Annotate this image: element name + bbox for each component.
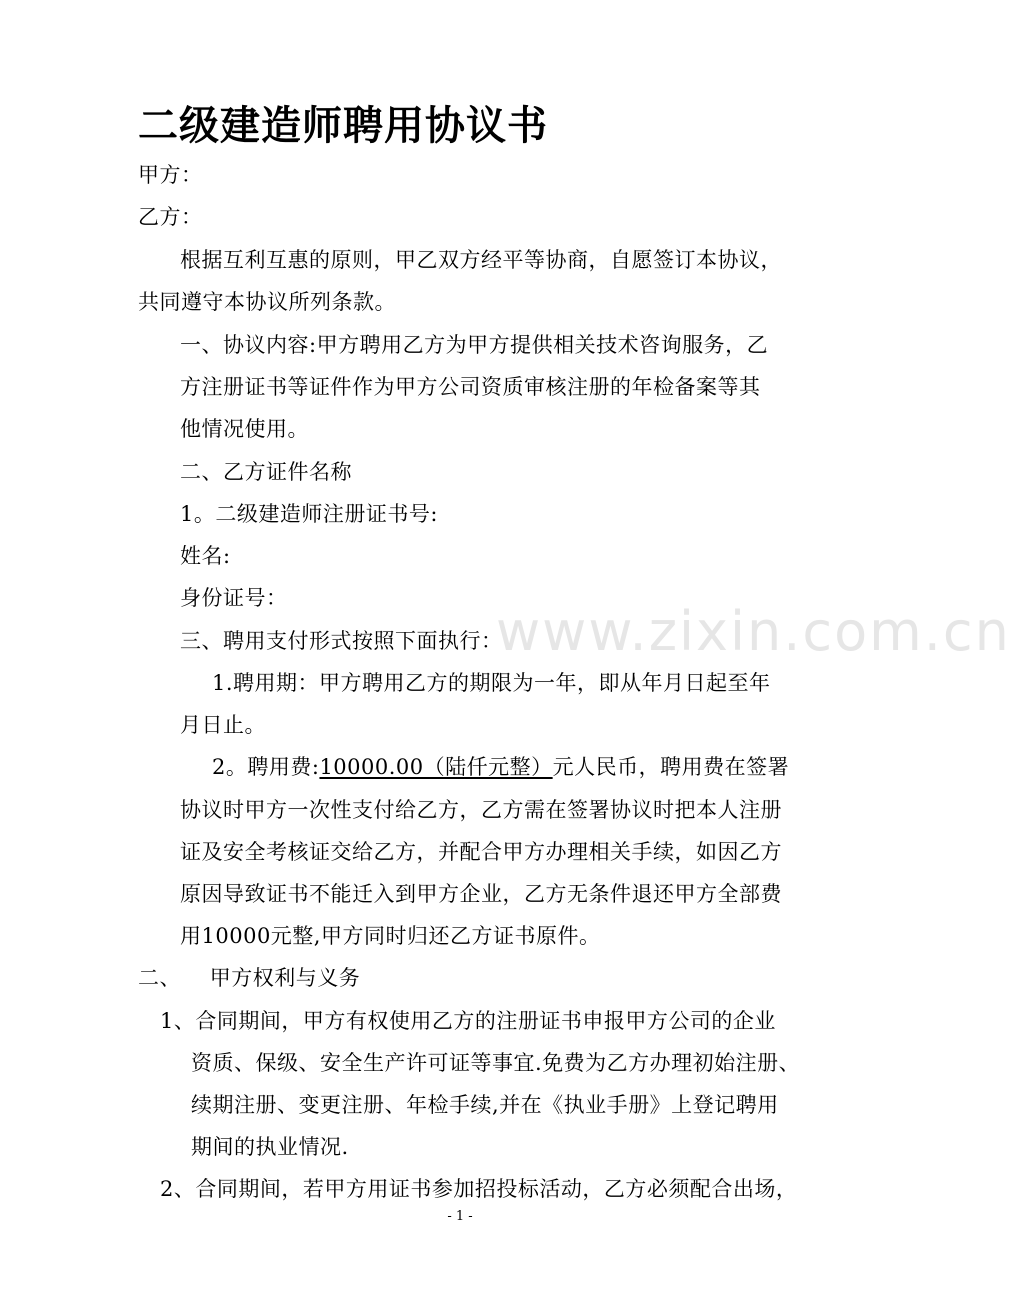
clause-1-line-2: 方注册证书等证件作为甲方公司资质审核注册的年检备案等其 xyxy=(180,375,761,399)
certificate-number-label: 1。二级建造师注册证书号: xyxy=(180,502,438,526)
rights-item-1-line-2: 资质、保级、安全生产许可证等事宜.免费为乙方办理初始注册、 xyxy=(191,1051,801,1075)
rights-item-1-line-1: 1、合同期间，甲方有权使用乙方的注册证书申报甲方公司的企业 xyxy=(160,1009,776,1033)
fee-line-3: 证及安全考核证交给乙方，并配合甲方办理相关手续，如因乙方 xyxy=(180,840,782,864)
rights-item-2-line-1: 2、合同期间，若甲方用证书参加招投标活动，乙方必须配合出场， xyxy=(160,1177,798,1201)
clause-1-line-1: 一、协议内容:甲方聘用乙方为甲方提供相关技术咨询服务，乙 xyxy=(180,333,769,357)
name-label: 姓名: xyxy=(180,544,231,568)
term-line-1: 1.聘用期：甲方聘用乙方的期限为一年，即从年月日起至年 xyxy=(212,671,771,695)
clause-1-line-3: 他情况使用。 xyxy=(180,417,309,441)
fee-line-1 xyxy=(212,752,789,782)
document-title: 二级建造师聘用协议书 xyxy=(138,103,548,149)
party-a-rights-heading: 二、 甲方权利与义务 xyxy=(138,966,361,990)
id-number-label: 身份证号： xyxy=(180,586,288,610)
fee-label: 2。聘用费: xyxy=(212,755,320,779)
rights-item-1-line-4: 期间的执业情况. xyxy=(191,1135,349,1159)
fee-line-2: 协议时甲方一次性支付给乙方，乙方需在签署协议时把本人注册 xyxy=(180,798,782,822)
fee-line-5: 用10000元整,甲方同时归还乙方证书原件。 xyxy=(180,924,601,948)
fee-line-4: 原因导致证书不能迁入到甲方企业，乙方无条件退还甲方全部费 xyxy=(180,882,782,906)
party-a-label: 甲方： xyxy=(138,163,203,187)
rights-item-1-line-3: 续期注册、变更注册、年检手续,并在《执业手册》上登记聘用 xyxy=(191,1093,779,1117)
term-line-2: 月日止。 xyxy=(180,713,266,737)
intro-line-2: 共同遵守本协议所列条款。 xyxy=(138,290,396,314)
watermark: www.zixin.com.cn xyxy=(496,600,1011,663)
fee-suffix: 元人民币，聘用费在签署 xyxy=(552,755,790,779)
clause-3-heading: 三、聘用支付形式按照下面执行： xyxy=(180,629,503,653)
fee-amount: 10000.00（陆仟元整） xyxy=(319,755,553,779)
party-b-label: 乙方： xyxy=(138,205,203,229)
intro-line-1: 根据互利互惠的原则，甲乙双方经平等协商，自愿签订本协议， xyxy=(180,248,782,272)
page-number: - 1 - xyxy=(447,1209,473,1224)
clause-2-heading: 二、乙方证件名称 xyxy=(180,460,352,484)
